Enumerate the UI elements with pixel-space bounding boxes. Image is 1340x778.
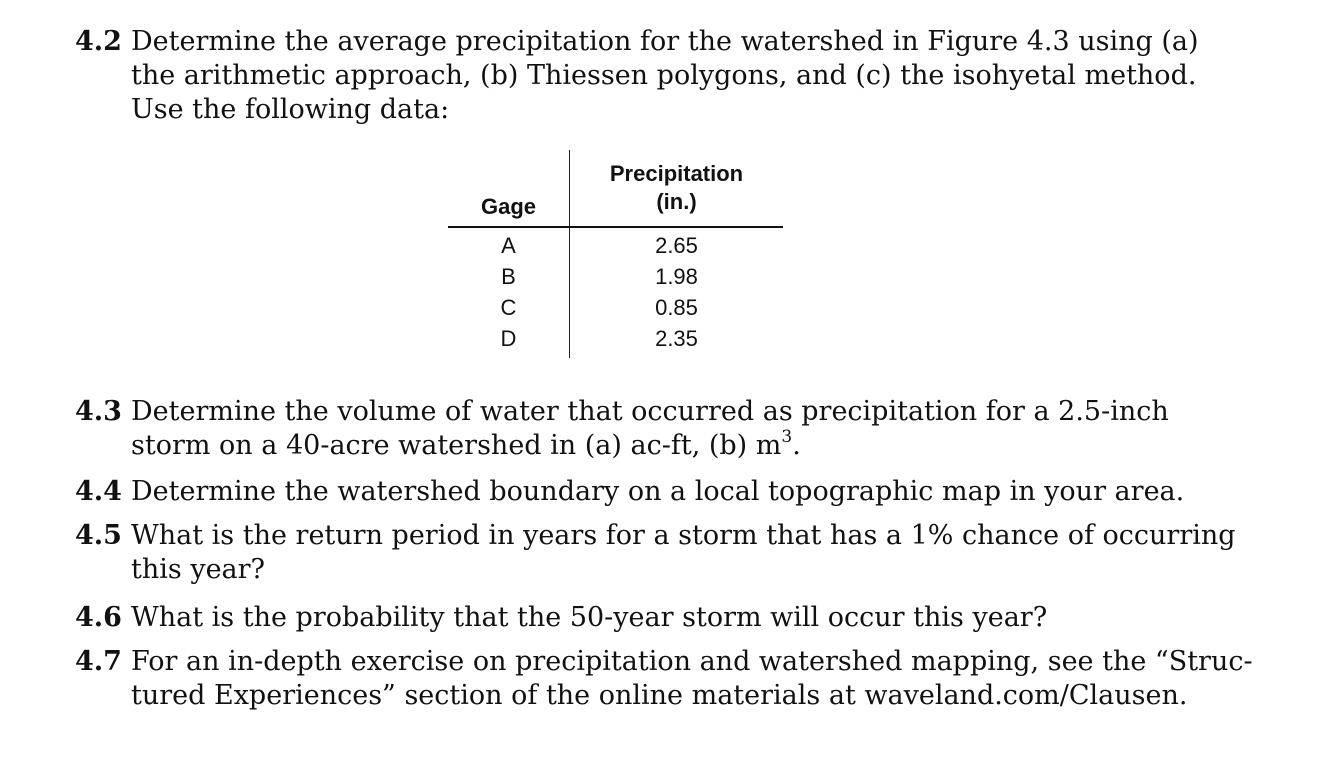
table-cell-value: 1.98	[655, 264, 698, 289]
problem-number: 4.4	[75, 476, 122, 507]
problem-4-2	[75, 25, 1265, 127]
problem-number: 4.5	[75, 520, 122, 551]
table-cell-value: 2.35	[655, 326, 698, 351]
table-header-gage: Gage	[480, 194, 537, 219]
superscript: 3	[781, 427, 793, 447]
problem-number: 4.6	[75, 602, 122, 633]
problem-line: Determine the watershed boundary on a local topographic map in your area.	[131, 476, 1185, 507]
problem-text	[131, 475, 1265, 509]
table-cell-value: 2.65	[655, 233, 698, 258]
problem-line: tured Experiences” section of the online materials at waveland.com/Clausen.	[131, 680, 1188, 711]
problem-line: For an in-depth exercise on precipitation and watershed mapping, see the “Struc-	[131, 646, 1253, 677]
problem-4-6	[75, 601, 1265, 635]
problem-4-4	[75, 475, 1265, 509]
problem-line: What is the return period in years for a storm that has a 1% chance of occurring	[131, 520, 1236, 551]
problem-number: 4.7	[75, 646, 122, 677]
problem-line: the arithmetic approach, (b) Thiessen polygons, and (c) the isohyetal method.	[131, 60, 1197, 91]
problem-line: this year?	[131, 554, 266, 585]
problem-number: 4.3	[75, 396, 122, 427]
table-cell-gage: B	[501, 264, 516, 289]
problem-text	[131, 395, 1265, 463]
problem-line: Determine the average precipitation for the watershed in Figure 4.3 using (a)	[131, 26, 1199, 57]
problem-line	[131, 429, 1265, 463]
problem-number: 4.2	[75, 26, 122, 57]
table-cell-gage: C	[500, 295, 517, 320]
problem-line: Use the following data:	[131, 94, 450, 125]
problem-4-7	[75, 645, 1265, 713]
problem-line-text: storm on a 40-acre watershed in (a) ac-ft, (b) m	[131, 430, 782, 461]
table-header-rule	[448, 226, 783, 228]
table-cell-gage: A	[501, 233, 516, 258]
table-cell-gage: D	[500, 326, 517, 351]
problem-text	[131, 25, 1265, 127]
problem-line: Determine the volume of water that occurred as precipitation for a 2.5-inch	[131, 396, 1169, 427]
precipitation-table	[448, 150, 783, 360]
problem-text	[131, 645, 1265, 713]
header-line: (in.)	[656, 189, 697, 214]
problem-line: What is the probability that the 50-year storm will occur this year?	[131, 602, 1048, 633]
header-line: Precipitation	[609, 161, 744, 186]
problem-4-5	[75, 519, 1265, 587]
problem-line-text: .	[792, 430, 801, 461]
problem-4-3	[75, 395, 1265, 463]
table-header-precipitation	[570, 160, 783, 216]
table-cell-value: 0.85	[655, 295, 698, 320]
problem-text	[131, 519, 1265, 587]
problem-text	[131, 601, 1265, 635]
